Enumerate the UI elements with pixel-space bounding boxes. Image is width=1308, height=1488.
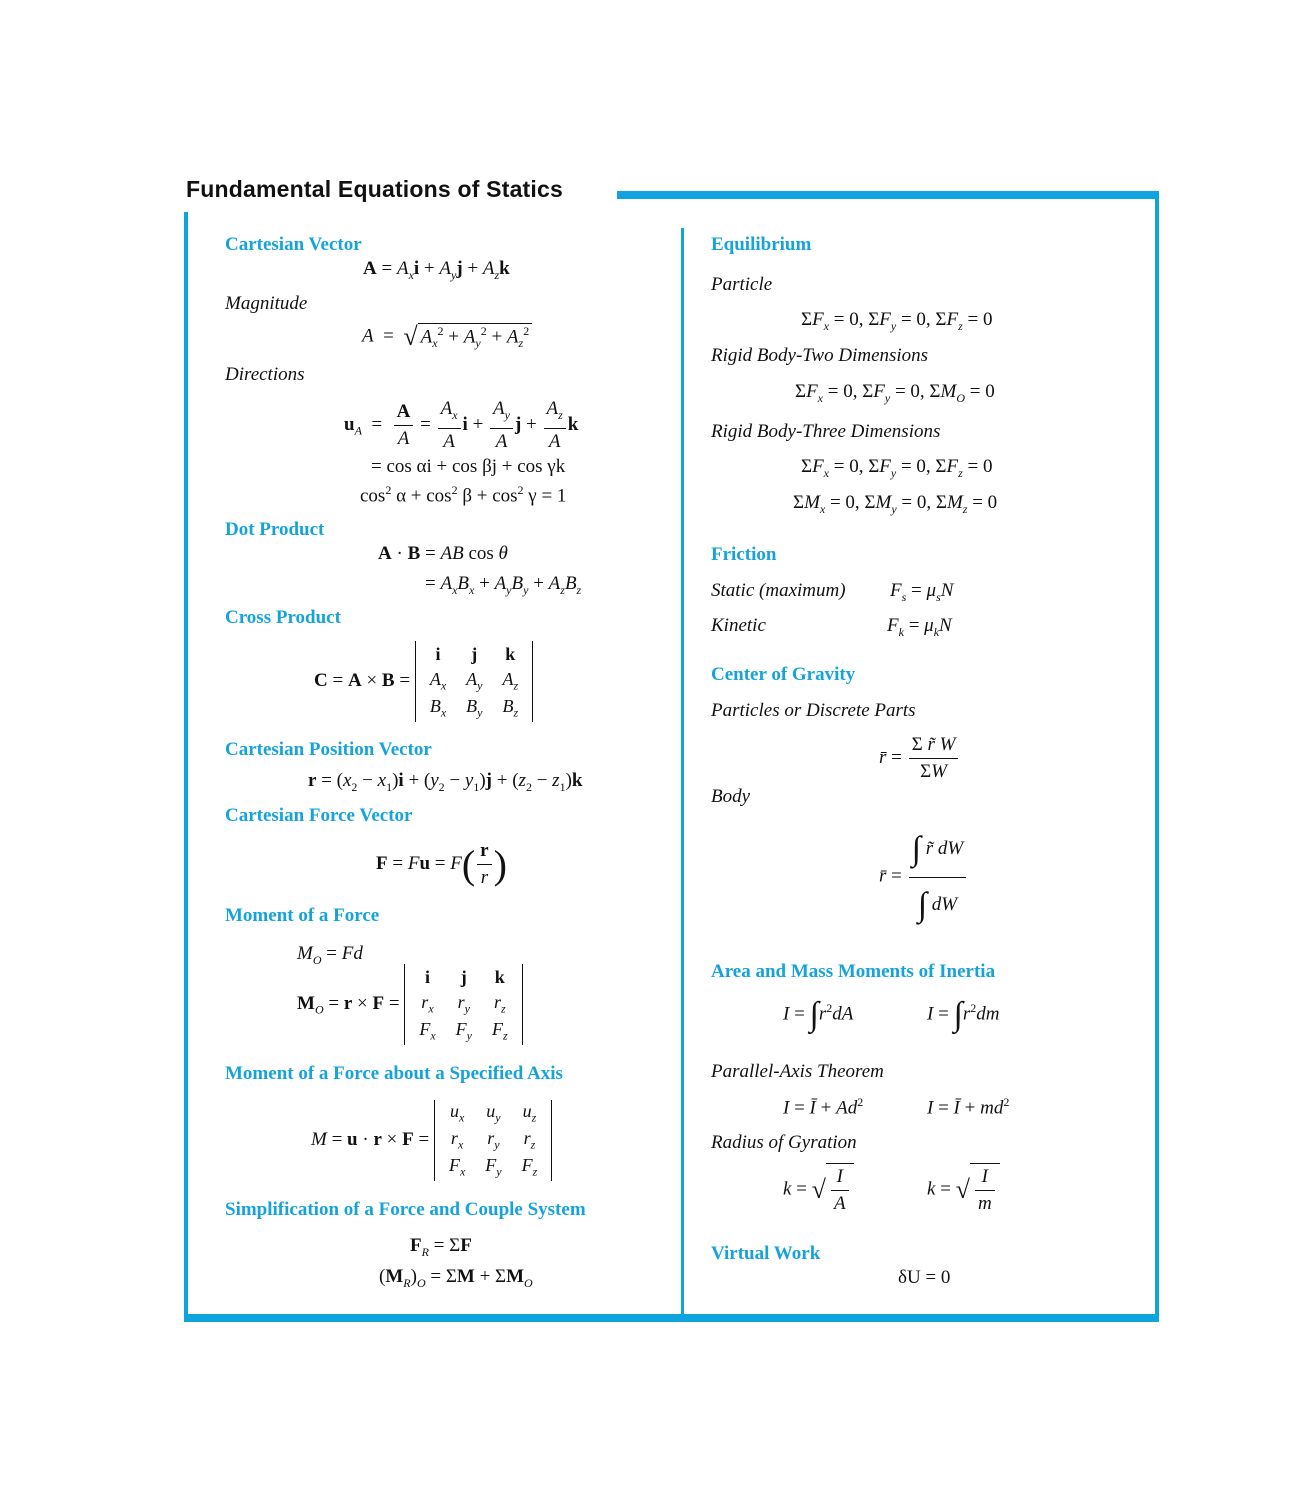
parallel-axis-label: Parallel-Axis Theorem [711,1061,884,1082]
particles-label: Particles or Discrete Parts [711,700,916,721]
frame-bottom [184,1314,1159,1322]
particle-label: Particle [711,274,773,295]
moment-axis-heading: Moment of a Force about a Specified Axis [225,1063,563,1084]
magnitude-label: Magnitude [225,293,308,314]
force-vector-equation: F = Fu = F( $\frac{r}{r}$ ) [376,840,507,888]
dot-product-heading: Dot Product [225,519,325,540]
frame-right [1155,191,1159,1322]
direction-cosines-equation: = cos αi + cos βj + cos γk [371,456,566,477]
unit-vector-equation: $u_A$ = $\frac{A}{A}$ = $\frac{A_x}{A}$ i + $\frac{A_y}{A}$ j + $\frac{A_z}{A}$ k [344,398,579,452]
gyration-label: Radius of Gyration [711,1132,857,1153]
moment-axis-equation: M = u · r × F = $u_x$ $u_y$ $u_z$ $r_x$ $r_y$ $r_z$ $F_x$ $F_y$ $F_z$ [311,1100,552,1181]
frame-left [184,212,188,1322]
cosine-identity-equation: $\cos^2 \alpha + \cos^2 \beta + \cos^2 \gamma = 1$ [360,483,567,507]
mass-inertia-equation: $I = \int r^2dm$ [927,996,1000,1033]
two-dim-equilibrium-equation: $\Sigma F_x = 0$, $\Sigma F_y = 0$, $\Sigma M_O = 0$ [795,381,995,405]
dot-product-equation-2: = $A_xB_x + A_yB_y + A_zB_z$ [425,573,582,597]
virtual-work-equation: δU = 0 [898,1267,951,1288]
page-title: Fundamental Equations of Statics [186,176,563,202]
three-dim-label: Rigid Body-Three Dimensions [711,421,941,442]
static-friction-equation: $F_s = \mu_sN$ [890,580,954,604]
magnitude-equation: A = √ $A_x^2 + A_y^2 + A_z^2$ [362,322,532,352]
three-dim-moment-equation: $\Sigma M_x = 0$, $\Sigma M_y = 0$, $\Sigma M_z = 0$ [793,492,998,516]
particles-centroid-equation: r̄ = $\frac{\text{Σ r̃ W}}{\Sigma W}$ [879,732,960,785]
column-divider [681,228,684,1314]
two-dim-label: Rigid Body-Two Dimensions [711,345,929,366]
kinetic-friction-label: Kinetic [711,615,766,636]
dot-product-equation-1: A · B = AB cos θ [378,543,508,564]
area-inertia-equation: $I = \int r^2dA$ [783,996,854,1033]
body-label: Body [711,786,751,807]
cross-product-equation: C = A × B = i j k $A_x$ $A_y$ $A_z$ $B_x$ $B_y$ $B_z$ [314,641,533,722]
particle-equilibrium-equation: $\Sigma F_x = 0$, $\Sigma F_y = 0$, $\Sigma F_z = 0$ [801,309,993,333]
equilibrium-heading: Equilibrium [711,234,812,255]
force-vector-heading: Cartesian Force Vector [225,805,413,826]
position-vector-equation: $r = (x_2 - x_1)i + (y_2 - y_1)j + (z_2 - z_1)k$ [308,770,583,794]
cartesian-vector-equation: $A = A_xi + A_yj + A_zk$ [363,258,510,282]
parallel-axis-area-equation: I = Ī + $Ad^2$ [783,1095,864,1119]
kinetic-friction-equation: $F_k = \mu_kN$ [887,615,952,639]
resultant-force-equation: $F_R = \Sigma F$ [410,1235,472,1259]
moment-vector-equation: $M_O = r \times F$ = i j k $r_x$ $r_y$ $r_z$ $F_x$ $F_y$ $F_z$ [297,964,523,1045]
gyration-mass-equation: k = √ $\frac{I}{m}$ [927,1163,1000,1217]
top-rule [617,191,1159,199]
friction-heading: Friction [711,544,777,565]
gyration-area-equation: k = √ $\frac{I}{A}$ [783,1163,854,1217]
moment-heading: Moment of a Force [225,905,380,926]
cross-product-heading: Cross Product [225,607,341,628]
parallel-axis-mass-equation: I = Ī + $md^2$ [927,1095,1010,1119]
directions-label: Directions [225,364,305,385]
resultant-moment-equation: $(M_R)_O = \Sigma M + \Sigma M_O$ [379,1266,533,1290]
virtual-work-heading: Virtual Work [711,1243,821,1264]
static-friction-label: Static (maximum) [711,580,846,601]
body-centroid-equation: r̄ = $\frac{\int r̃ dW}{\int dW}$ [879,822,968,932]
center-of-gravity-heading: Center of Gravity [711,664,856,685]
three-dim-force-equation: $\Sigma F_x = 0$, $\Sigma F_y = 0$, $\Sigma F_z = 0$ [801,456,993,480]
simplification-heading: Simplification of a Force and Couple System [225,1199,586,1220]
cartesian-vector-heading: Cartesian Vector [225,234,362,255]
position-vector-heading: Cartesian Position Vector [225,739,432,760]
moment-scalar-equation: $M_O = Fd$ [297,943,363,967]
inertia-heading: Area and Mass Moments of Inertia [711,961,996,982]
